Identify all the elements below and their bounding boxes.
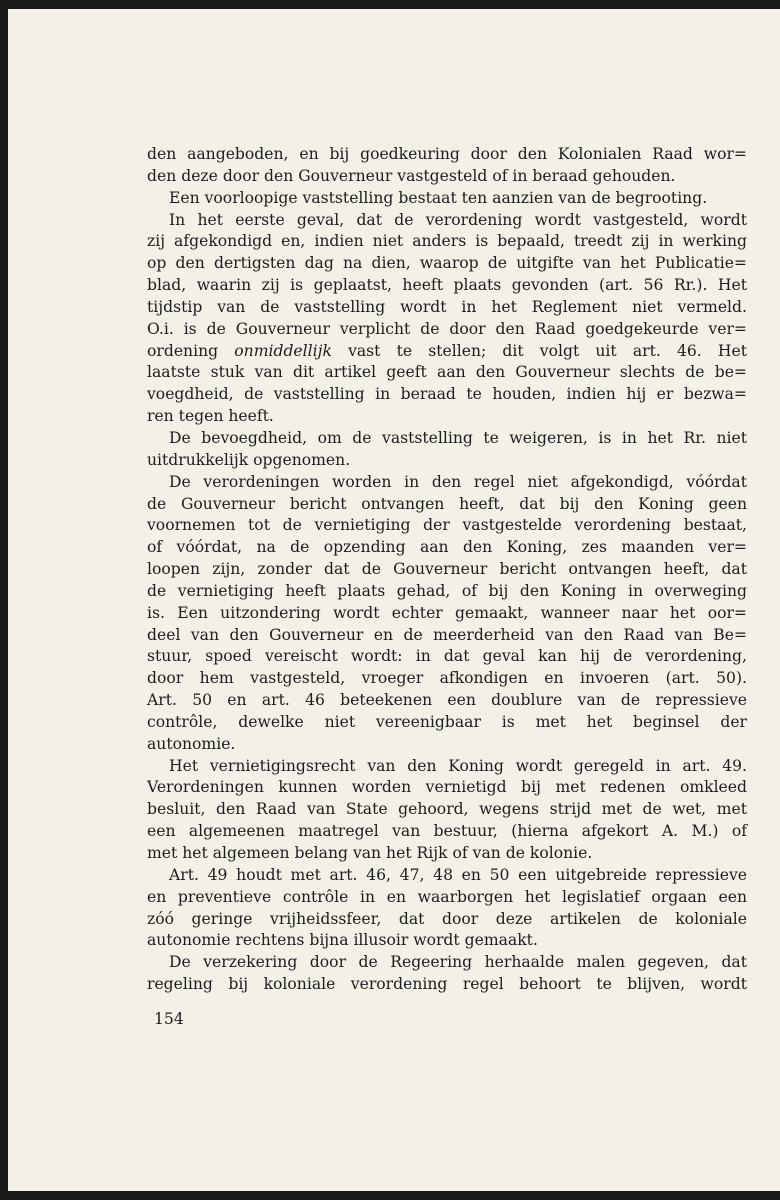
text-line: den deze door den Gouverneur vastgesteld of in beraad gehouden. — [147, 166, 676, 185]
text-line: De bevoegdheid, om de vaststelling te weigeren, is in het Rr. niet — [169, 428, 747, 447]
text-line: voegdheid, de vaststelling in beraad te houden, indien hij er bezwa= — [147, 385, 747, 404]
text-line: Art. 50 en art. 46 beteekenen een doublure van de repressieve — [147, 691, 747, 710]
text-line: op den dertigsten dag na dien, waarop de uitgifte van het Publicatie= — [147, 254, 747, 273]
text-line: een algemeenen maatregel van bestuur, (hierna afgekort A. M.) of — [147, 822, 747, 841]
text-line: de vernietiging heeft plaats gehad, of bij den Koning in overweging — [147, 581, 747, 600]
text-line: of vóórdat, na de opzending aan den Koning, zes maanden ver= — [147, 538, 747, 557]
text-line — [147, 341, 747, 363]
text-line: De verordeningen worden in den regel niet afgekondigd, vóórdat — [169, 472, 747, 491]
text-line: O.i. is de Gouverneur verplicht de door den Raad goedgekeurde ver= — [147, 319, 747, 338]
text-line: regeling bij koloniale verordening regel behoort te blijven, wordt — [147, 975, 747, 994]
text-line: Art. 49 houdt met art. 46, 47, 48 en 50 een uitgebreide repressieve — [169, 865, 747, 884]
text-line: is. Een uitzondering wordt echter gemaakt, wanneer naar het oor= — [147, 603, 747, 622]
text-line: tijdstip van de vaststelling wordt in het Reglement niet vermeld. — [147, 297, 747, 316]
text-line: Verordeningen kunnen worden vernietigd bij met redenen omkleed — [147, 778, 747, 797]
text-line: autonomie rechtens bijna illusoir wordt gemaakt. — [147, 931, 538, 950]
text-line: loopen zijn, zonder dat de Gouverneur bericht ontvangen heeft, dat — [147, 560, 747, 579]
text-line: laatste stuk van dit artikel geeft aan den Gouverneur slechts de be= — [147, 363, 747, 382]
text-line: uitdrukkelijk opgenomen. — [147, 450, 351, 469]
text-line: blad, waarin zij is geplaatst, heeft plaats gevonden (art. 56 Rr.). Het — [147, 276, 747, 295]
text-line: den aangeboden, en bij goedkeuring door den Kolonialen Raad wor= — [147, 145, 747, 163]
text-line: stuur, spoed vereischt wordt: in dat geval kan hij de verordening, — [147, 647, 747, 666]
body-text — [147, 144, 747, 996]
text-line: Het vernietigingsrecht van den Koning wordt geregeld in art. 49. — [169, 756, 747, 775]
text-line: contrôle, dewelke niet vereenigbaar is met het beginsel der — [147, 712, 747, 731]
text-line: deel van den Gouverneur en de meerderheid van den Raad van Be= — [147, 625, 747, 644]
text-segment: vast te stellen; dit volgt uit art. 46. Het — [331, 341, 747, 360]
text-line: zij afgekondigd en, indien niet anders is bepaald, treedt zij in werking — [147, 232, 747, 251]
text-line: Een voorloopige vaststelling bestaat ten aanzien van de begrooting. — [169, 188, 708, 207]
text-line: De verzekering door de Regeering herhaalde malen gegeven, dat — [169, 953, 747, 972]
text-line: zóó geringe vrijheidssfeer, dat door deze artikelen de koloniale — [147, 909, 747, 928]
text-line: door hem vastgesteld, vroeger afkondigen en invoeren (art. 50). — [147, 669, 747, 688]
text-line: met het algemeen belang van het Rijk of van de kolonie. — [147, 844, 593, 862]
text-line: de Gouverneur bericht ontvangen heeft, dat bij den Koning geen — [147, 494, 747, 513]
book-page — [8, 9, 780, 1191]
text-line: en preventieve contrôle in en waarborgen het legislatief orgaan een — [147, 887, 747, 906]
italic-emphasis: onmiddellijk — [234, 341, 332, 360]
text-line: voornemen tot de vernietiging der vastgestelde verordening bestaat, — [147, 516, 747, 535]
text-line: besluit, den Raad van State gehoord, wegens strijd met de wet, met — [147, 800, 747, 819]
page-number: 154 — [154, 1010, 184, 1028]
text-line: autonomie. — [147, 734, 236, 753]
text-line: ren tegen heeft. — [147, 407, 274, 426]
text-line: In het eerste geval, dat de verordening wordt vastgesteld, wordt — [169, 210, 747, 229]
text-segment: ordening — [147, 341, 235, 360]
